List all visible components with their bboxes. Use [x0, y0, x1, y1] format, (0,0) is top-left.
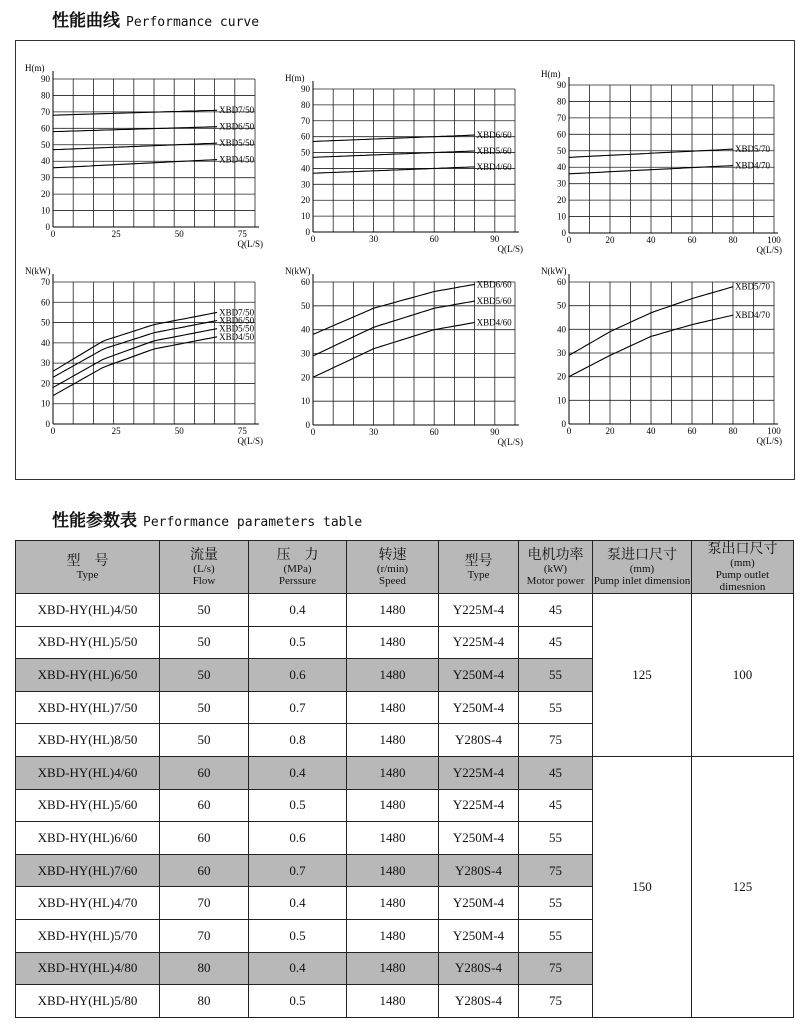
- y-axis-label: H(m): [541, 69, 561, 79]
- x-tick-label: 0: [566, 426, 572, 436]
- table-cell: 0.8: [249, 724, 347, 757]
- y-tick-label: 50: [557, 300, 566, 311]
- y-tick-label: 20: [557, 371, 566, 382]
- table-cell: XBD-HY(HL)8/50: [16, 724, 160, 757]
- performance-curve-charts: [16, 41, 794, 479]
- table-cell: 80: [160, 952, 249, 985]
- series-label: XBD4/60: [476, 161, 512, 172]
- x-axis-label: Q(L/S): [237, 436, 263, 446]
- y-tick-label: 0: [305, 420, 310, 430]
- x-axis-label: Q(L/S): [497, 437, 523, 447]
- x-tick-label: 60: [429, 427, 439, 437]
- x-tick-label: 90: [490, 234, 500, 244]
- series-label: XBD6/50: [219, 315, 255, 326]
- table-row: [16, 594, 794, 627]
- x-tick-label: 0: [310, 234, 316, 244]
- table-cell: 1480: [347, 756, 439, 789]
- y-tick-label: 10: [301, 211, 310, 222]
- header-zh: 泵进口尺寸: [607, 547, 677, 563]
- curve-section-title: [52, 6, 259, 31]
- table-cell: 1480: [347, 594, 439, 627]
- pump-outlet-cell: 100: [692, 594, 794, 757]
- curve-title-zh: 性能曲线: [52, 11, 120, 31]
- y-tick-label: 10: [557, 395, 566, 406]
- y-tick-label: 90: [557, 80, 566, 90]
- table-section-title: [52, 506, 362, 531]
- y-tick-label: 70: [41, 277, 50, 287]
- table-cell: XBD-HY(HL)7/50: [16, 691, 160, 724]
- series-line: [53, 127, 217, 132]
- series-label: XBD7/50: [219, 307, 255, 318]
- y-tick-label: 10: [41, 398, 50, 409]
- y-tick-label: 60: [41, 297, 50, 308]
- y-tick-label: 80: [301, 99, 310, 110]
- table-cell: 1480: [347, 985, 439, 1018]
- header-cell: [160, 541, 249, 594]
- header-sub: (mm): [730, 557, 755, 569]
- chart-6: [541, 266, 782, 446]
- y-tick-label: 50: [301, 300, 310, 311]
- series-label: XBD5/70: [735, 281, 771, 292]
- table-cell: 70: [160, 919, 249, 952]
- y-tick-label: 30: [41, 358, 50, 369]
- table-cell: 50: [160, 659, 249, 692]
- table-cell: 75: [519, 985, 593, 1018]
- y-tick-label: 40: [41, 337, 50, 348]
- curve-title-en: Performance curve: [126, 15, 260, 30]
- y-tick-label: 60: [557, 129, 566, 140]
- x-tick-label: 60: [687, 235, 697, 245]
- header-cell: [439, 541, 519, 594]
- y-tick-label: 0: [561, 419, 566, 429]
- table-cell: 1480: [347, 854, 439, 887]
- y-tick-label: 30: [301, 179, 310, 190]
- x-tick-label: 100: [767, 426, 781, 436]
- series-label: XBD5/60: [476, 296, 512, 307]
- table-cell: 1480: [347, 626, 439, 659]
- chart-2: [285, 73, 523, 254]
- table-cell: 50: [160, 594, 249, 627]
- y-tick-label: 80: [557, 96, 566, 107]
- x-tick-label: 80: [728, 426, 738, 436]
- table-title-zh: 性能参数表: [52, 511, 137, 531]
- table-cell: 70: [160, 887, 249, 920]
- table-cell: XBD-HY(HL)7/60: [16, 854, 160, 887]
- table-cell: Y250M-4: [439, 659, 519, 692]
- x-tick-label: 20: [605, 235, 615, 245]
- y-axis-label: N(kW): [25, 266, 51, 276]
- pump-inlet-cell: 150: [593, 756, 692, 1017]
- y-tick-label: 20: [41, 189, 50, 200]
- y-tick-label: 30: [41, 172, 50, 183]
- table-cell: Y280S-4: [439, 985, 519, 1018]
- series-label: XBD4/50: [219, 154, 255, 165]
- x-tick-label: 40: [646, 235, 656, 245]
- table-cell: 55: [519, 919, 593, 952]
- table-cell: XBD-HY(HL)5/70: [16, 919, 160, 952]
- header-cell: [519, 541, 593, 594]
- table-cell: XBD-HY(HL)6/60: [16, 822, 160, 855]
- table-cell: 45: [519, 594, 593, 627]
- table-cell: 50: [160, 626, 249, 659]
- x-tick-label: 30: [369, 427, 379, 437]
- x-tick-label: 90: [490, 427, 500, 437]
- table-cell: 60: [160, 756, 249, 789]
- table-cell: 0.5: [249, 985, 347, 1018]
- y-axis-label: H(m): [285, 73, 305, 83]
- table-cell: Y225M-4: [439, 789, 519, 822]
- table-cell: XBD-HY(HL)5/50: [16, 626, 160, 659]
- series-label: XBD6/60: [476, 130, 512, 141]
- table-cell: 0.5: [249, 789, 347, 822]
- y-tick-label: 70: [557, 112, 566, 123]
- series-label: XBD6/60: [476, 279, 512, 290]
- series-label: XBD4/70: [735, 310, 771, 321]
- x-tick-label: 80: [728, 235, 738, 245]
- table-cell: 0.5: [249, 626, 347, 659]
- performance-parameters-table: [15, 540, 794, 1018]
- header-en: Perssure: [278, 575, 317, 587]
- series-label: XBD4/70: [735, 160, 771, 171]
- header-zh: 型 号: [66, 553, 109, 569]
- x-tick-label: 25: [111, 229, 121, 239]
- x-tick-label: 30: [369, 234, 379, 244]
- header-cell: [692, 541, 794, 594]
- table-cell: Y250M-4: [439, 887, 519, 920]
- table-cell: 75: [519, 724, 593, 757]
- y-tick-label: 20: [557, 195, 566, 206]
- table-cell: 0.6: [249, 659, 347, 692]
- series-line: [53, 110, 217, 115]
- table-cell: 0.4: [249, 594, 347, 627]
- y-tick-label: 0: [561, 228, 566, 238]
- header-sub: (mm): [629, 563, 655, 575]
- table-title-en: Performance parameters table: [143, 515, 363, 530]
- x-axis-label: Q(L/S): [497, 244, 523, 254]
- y-tick-label: 50: [41, 317, 50, 328]
- table-cell: 1480: [347, 691, 439, 724]
- y-tick-label: 50: [301, 147, 310, 158]
- x-tick-label: 75: [237, 426, 247, 436]
- series-label: XBD7/50: [219, 105, 255, 116]
- table-cell: Y225M-4: [439, 626, 519, 659]
- y-tick-label: 0: [305, 227, 310, 237]
- series-line: [53, 143, 217, 150]
- series-label: XBD5/50: [219, 138, 255, 149]
- table-cell: XBD-HY(HL)6/50: [16, 659, 160, 692]
- series-label: XBD4/60: [476, 317, 512, 328]
- chart-4: [25, 266, 263, 446]
- table-cell: 55: [519, 691, 593, 724]
- x-tick-label: 50: [174, 426, 184, 436]
- x-tick-label: 100: [767, 235, 781, 245]
- pump-outlet-cell: 125: [692, 756, 794, 1017]
- pump-inlet-cell: 125: [593, 594, 692, 757]
- table-cell: 60: [160, 854, 249, 887]
- y-tick-label: 50: [41, 139, 50, 150]
- table-cell: 45: [519, 626, 593, 659]
- table-cell: 0.4: [249, 952, 347, 985]
- table-cell: 75: [519, 952, 593, 985]
- chart-1: [25, 63, 263, 249]
- header-zh: 转速: [378, 547, 407, 563]
- y-tick-label: 50: [557, 145, 566, 156]
- header-sub: (r/min): [376, 563, 409, 575]
- y-tick-label: 60: [41, 123, 50, 134]
- table-cell: 0.5: [249, 919, 347, 952]
- x-axis-label: Q(L/S): [756, 436, 782, 446]
- header-en: Pump inlet dimension: [593, 575, 691, 587]
- y-tick-label: 0: [45, 222, 50, 232]
- y-tick-label: 40: [557, 162, 566, 173]
- table-cell: 1480: [347, 887, 439, 920]
- table-cell: Y225M-4: [439, 594, 519, 627]
- header-zh: 泵出口尺寸: [707, 541, 778, 557]
- y-tick-label: 40: [557, 324, 566, 335]
- x-tick-label: 0: [566, 235, 572, 245]
- table-cell: 1480: [347, 822, 439, 855]
- table-row: [16, 756, 794, 789]
- y-tick-label: 10: [557, 211, 566, 222]
- table-cell: Y250M-4: [439, 691, 519, 724]
- y-tick-label: 10: [301, 396, 310, 407]
- x-tick-label: 0: [310, 427, 316, 437]
- y-tick-label: 60: [557, 277, 566, 287]
- x-axis-label: Q(L/S): [237, 239, 263, 249]
- table-cell: 55: [519, 887, 593, 920]
- y-tick-label: 30: [557, 348, 566, 358]
- header-cell: [249, 541, 347, 594]
- table-cell: XBD-HY(HL)5/60: [16, 789, 160, 822]
- y-tick-label: 20: [301, 372, 310, 383]
- header-zh: 型号: [464, 553, 493, 569]
- table-cell: 0.4: [249, 756, 347, 789]
- table-cell: 0.7: [249, 691, 347, 724]
- header-en: Pump outlet dimesnion: [715, 569, 770, 593]
- table-cell: 1480: [347, 789, 439, 822]
- series-line: [53, 329, 217, 388]
- header-sub: (MPa): [283, 563, 312, 575]
- table-cell: 60: [160, 822, 249, 855]
- y-tick-label: 60: [301, 131, 310, 142]
- header-en: Type: [76, 569, 99, 581]
- table-cell: Y250M-4: [439, 919, 519, 952]
- x-tick-label: 0: [50, 229, 56, 239]
- y-tick-label: 60: [301, 277, 310, 287]
- table-cell: 75: [519, 854, 593, 887]
- x-tick-label: 75: [237, 229, 247, 239]
- header-zh: 电机功率: [527, 547, 584, 563]
- table-cell: XBD-HY(HL)5/80: [16, 985, 160, 1018]
- header-en: Speed: [379, 575, 406, 587]
- x-tick-label: 60: [429, 234, 439, 244]
- table-cell: 80: [160, 985, 249, 1018]
- y-tick-label: 40: [41, 156, 50, 167]
- header-en: Flow: [192, 575, 216, 587]
- x-axis-label: Q(L/S): [756, 245, 782, 255]
- chart-3: [541, 69, 782, 255]
- y-tick-label: 90: [301, 84, 310, 94]
- y-tick-label: 40: [301, 324, 310, 335]
- header-sub: (kW): [543, 563, 568, 575]
- series-line: [53, 321, 217, 378]
- table-cell: XBD-HY(HL)4/70: [16, 887, 160, 920]
- series-label: XBD5/60: [476, 145, 512, 156]
- y-tick-label: 80: [41, 90, 50, 101]
- header-en: Motor power: [526, 575, 585, 587]
- series-label: XBD6/50: [219, 121, 255, 132]
- y-tick-label: 70: [41, 106, 50, 117]
- header-zh: 压 力: [276, 547, 319, 563]
- x-tick-label: 0: [50, 426, 56, 436]
- table-cell: 0.4: [249, 887, 347, 920]
- table-cell: 1480: [347, 919, 439, 952]
- table-cell: Y280S-4: [439, 854, 519, 887]
- performance-curve-panel: [15, 40, 795, 480]
- table-cell: XBD-HY(HL)4/50: [16, 594, 160, 627]
- x-tick-label: 20: [605, 426, 615, 436]
- header-zh: 流量: [190, 547, 218, 563]
- table-cell: 45: [519, 756, 593, 789]
- header-cell: [593, 541, 692, 594]
- x-tick-label: 25: [111, 426, 121, 436]
- header-cell: [16, 541, 160, 594]
- x-tick-label: 40: [646, 426, 656, 436]
- header-sub: (L/s): [193, 563, 215, 575]
- table-cell: Y225M-4: [439, 756, 519, 789]
- x-tick-label: 60: [687, 426, 697, 436]
- y-tick-label: 0: [45, 419, 50, 429]
- series-label: XBD4/50: [219, 331, 255, 342]
- chart-5: [285, 266, 523, 447]
- table-cell: XBD-HY(HL)4/60: [16, 756, 160, 789]
- y-tick-label: 20: [41, 378, 50, 389]
- table-cell: 0.6: [249, 822, 347, 855]
- y-tick-label: 70: [301, 115, 310, 126]
- table-cell: Y280S-4: [439, 724, 519, 757]
- y-axis-label: H(m): [25, 63, 45, 73]
- series-label: XBD5/70: [735, 144, 771, 155]
- series-label: XBD5/50: [219, 323, 255, 334]
- header-cell: [347, 541, 439, 594]
- table-cell: 1480: [347, 952, 439, 985]
- y-tick-label: 10: [41, 205, 50, 216]
- y-axis-label: N(kW): [285, 266, 311, 276]
- table-cell: 55: [519, 822, 593, 855]
- table-cell: 50: [160, 691, 249, 724]
- table-cell: 1480: [347, 724, 439, 757]
- x-tick-label: 50: [174, 229, 184, 239]
- table-cell: XBD-HY(HL)4/80: [16, 952, 160, 985]
- y-tick-label: 30: [301, 348, 310, 359]
- table-cell: 45: [519, 789, 593, 822]
- y-tick-label: 40: [301, 163, 310, 174]
- table-cell: 60: [160, 789, 249, 822]
- y-tick-label: 30: [557, 178, 566, 189]
- y-tick-label: 90: [41, 74, 50, 84]
- table-cell: Y280S-4: [439, 952, 519, 985]
- table-cell: 1480: [347, 659, 439, 692]
- header-en: Type: [467, 569, 490, 581]
- table-cell: 55: [519, 659, 593, 692]
- y-tick-label: 20: [301, 195, 310, 206]
- table-cell: 50: [160, 724, 249, 757]
- table-header-row: [16, 541, 794, 594]
- y-axis-label: N(kW): [541, 266, 567, 276]
- table-cell: Y250M-4: [439, 822, 519, 855]
- table-cell: 0.7: [249, 854, 347, 887]
- series-line: [53, 337, 217, 396]
